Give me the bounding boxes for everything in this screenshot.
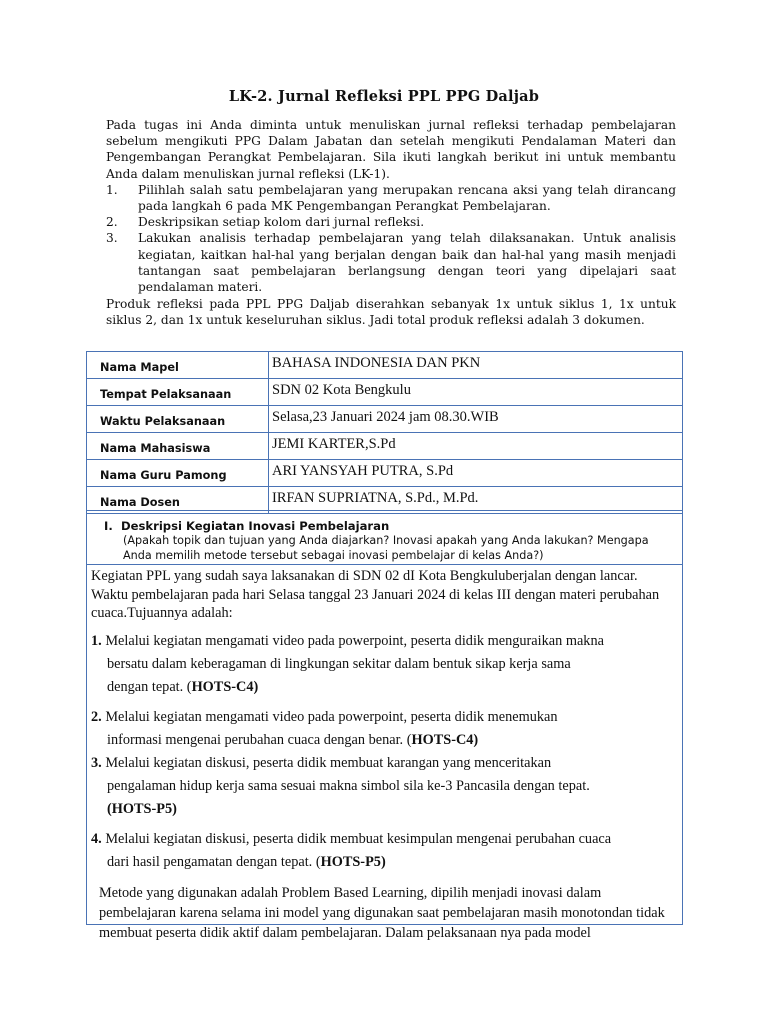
item-number: 4.: [91, 830, 102, 847]
info-value: BAHASA INDONESIA DAN PKN: [269, 352, 683, 379]
table-row: [87, 406, 683, 433]
info-value: ARI YANSYAH PUTRA, S.Pd: [269, 460, 683, 487]
step-text: Deskripsikan setiap kolom dari jurnal refleksi.: [138, 215, 425, 230]
table-row: [87, 460, 683, 487]
item-text: Melalui kegiatan mengamati video pada powerpoint, peserta didik menguraikan makna: [105, 632, 604, 649]
item-text: dari hasil pengamatan dengan tepat. (: [107, 853, 321, 870]
step-item: [106, 182, 676, 214]
item-text: dengan tepat. (: [107, 678, 192, 695]
step-number: 2.: [106, 215, 118, 230]
step-number: 1.: [106, 182, 118, 197]
info-value: IRFAN SUPRIATNA, S.Pd., M.Pd.: [269, 487, 683, 514]
info-value: JEMI KARTER,S.Pd: [269, 433, 683, 460]
step-item: [106, 230, 676, 295]
item-number: 3.: [91, 754, 102, 771]
list-item: [91, 828, 676, 874]
item-number: 1.: [91, 632, 102, 649]
step-text: Pilihlah salah satu pembelajaran yang merupakan rencana aksi yang telah dirancang pada langkah 6 pada MK Pengembangan Perangkat Pembelajaran.: [138, 182, 676, 214]
item-number: 2.: [91, 708, 102, 725]
hots-tag: HOTS-P5): [320, 853, 386, 870]
info-label: Nama Mahasiswa: [87, 433, 269, 460]
instructions: [106, 117, 676, 329]
closing-paragraph: Metode yang digunakan adalah Problem Based Learning, dipilih menjadi inovasi dalam pembelajaran karena selama ini model yang digunakan saat pembelajaran masih monotondan tidak membuat peserta didik aktif dalam pembelajaran. Dalam pelaksanaan nya pada model: [99, 884, 665, 941]
info-label: Nama Dosen: [87, 487, 269, 514]
info-label: Nama Guru Pamong: [87, 460, 269, 487]
hots-tag: HOTS-C4): [411, 731, 479, 748]
item-text: informasi mengenai perubahan cuaca dengan benar. (: [107, 731, 412, 748]
step-list: [106, 182, 676, 295]
intro-paragraph: Pada tugas ini Anda diminta untuk menuliskan jurnal refleksi terhadap pembelajaran sebelum mengikuti PPG Dalam Jabatan dan setelah mengikuti Pendalaman Materi dan Pengembangan Perangkat Pembelajaran. Sila ikuti langkah berikut ini untuk membantu Anda dalam menuliskan jurnal refleksi (LK-1).: [106, 118, 676, 181]
hots-tag: (HOTS-P5): [107, 800, 177, 817]
item-text: Melalui kegiatan diskusi, peserta didik membuat karangan yang menceritakan: [105, 754, 552, 771]
step-item: [106, 214, 676, 230]
section-number: I.: [104, 519, 113, 533]
product-paragraph: Produk refleksi pada PPL PPG Daljab diserahkan sebanyak 1x untuk siklus 1, 1x untuk siklus 2, dan 1x untuk keseluruhan siklus. Jadi total produk refleksi adalah 3 dokumen.: [106, 297, 676, 328]
item-text: bersatu dalam keberagaman di lingkungan sekitar dalam bentuk sikap kerja sama: [107, 655, 571, 672]
section-deskripsi: [86, 510, 683, 941]
table-row: [87, 379, 683, 406]
section-header: [87, 511, 682, 565]
info-label: Tempat Pelaksanaan: [87, 379, 269, 406]
step-text: Lakukan analisis terhadap pembelajaran yang telah dilaksanakan. Untuk analisis kegiatan, kaitkan hal-hal yang berjalan dengan baik dan hal-hal yang masih menjadi tantangan saat pembelajaran berlangsung dengan teori yang dipelajari saat pendalaman materi.: [138, 231, 676, 295]
table-row: [87, 433, 683, 460]
info-label: Nama Mapel: [87, 352, 269, 379]
step-number: 3.: [106, 231, 118, 246]
list-item: [91, 752, 676, 821]
info-value: Selasa,23 Januari 2024 jam 08.30.WIB: [269, 406, 683, 433]
info-value: SDN 02 Kota Bengkulu: [269, 379, 683, 406]
list-item: [91, 630, 676, 699]
list-item: [91, 706, 676, 752]
section-subtitle: (Apakah topik dan tujuan yang Anda diajarkan? Inovasi apakah yang Anda lakukan? Mengapa Anda memilih metode tersebut sebagai inovasi pembelajar di kelas Anda?): [123, 534, 649, 562]
info-label: Waktu Pelaksanaan: [87, 406, 269, 433]
section-title: [104, 519, 389, 533]
info-table: [86, 351, 683, 514]
document-title: LK-2. Jurnal Refleksi PPL PPG Daljab: [228, 88, 540, 105]
opening-paragraph: Kegiatan PPL yang sudah saya laksanakan di SDN 02 dI Kota Bengkuluberjalan dengan lancar. Waktu pembelajaran pada hari Selasa tanggal 23 Januari 2024 di kelas III dengan materi perubahan cuaca.Tujuannya adalah:: [91, 568, 660, 621]
section-body: [91, 567, 676, 943]
item-text: pengalaman hidup kerja sama sesuai makna simbol sila ke-3 Pancasila dengan tepat.: [107, 777, 590, 794]
item-text: Melalui kegiatan diskusi, peserta didik membuat kesimpulan mengenai perubahan cuaca: [105, 830, 612, 847]
hots-tag: HOTS-C4): [191, 678, 259, 695]
item-text: Melalui kegiatan mengamati video pada powerpoint, peserta didik menemukan: [105, 708, 558, 725]
table-row: [87, 352, 683, 379]
section-title-text: Deskripsi Kegiatan Inovasi Pembelajaran: [121, 519, 390, 533]
